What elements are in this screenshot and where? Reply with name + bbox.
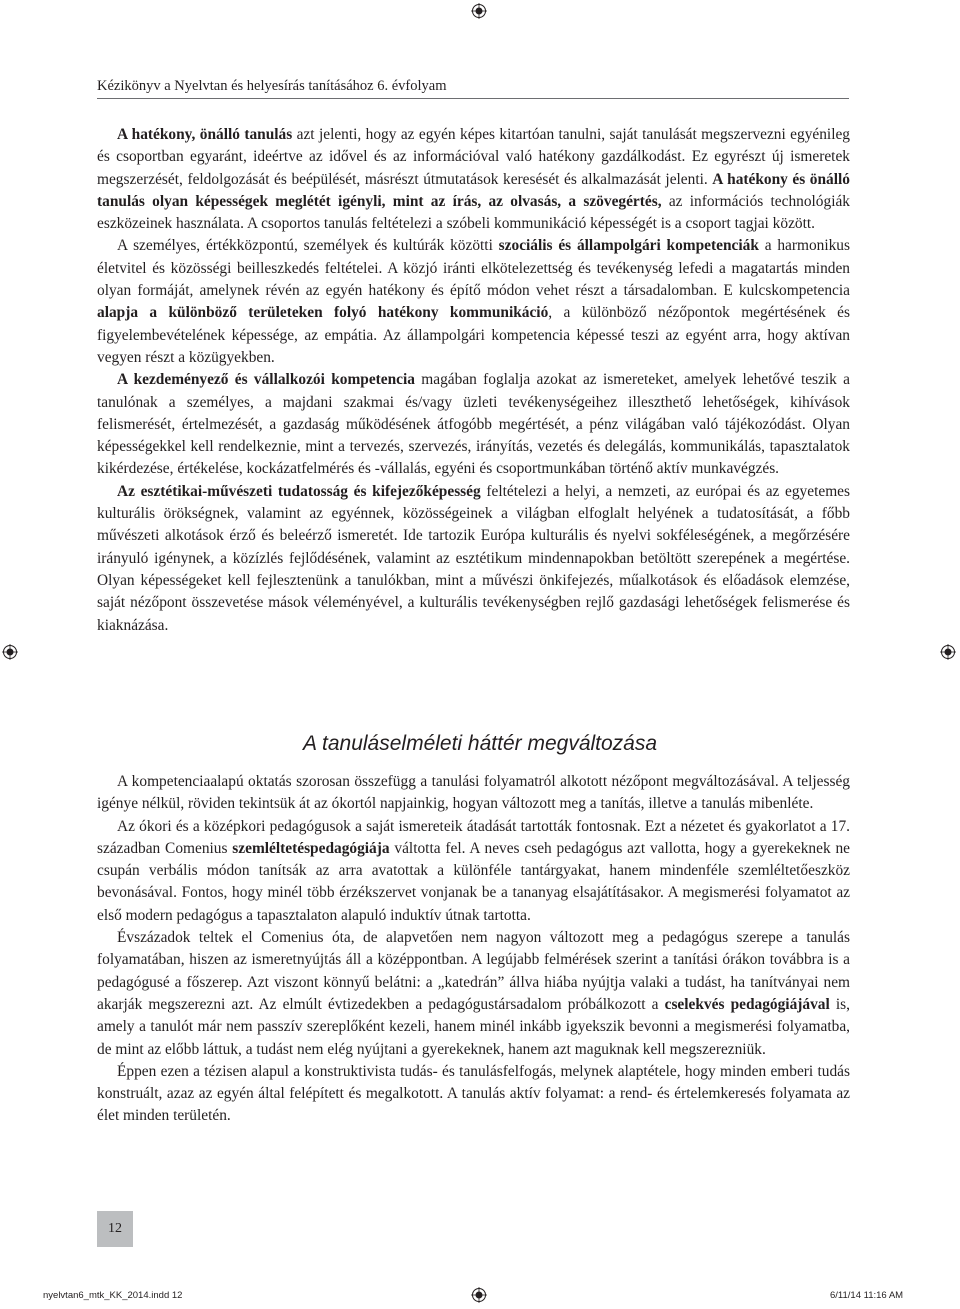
text-run: váltotta fel. A neves cseh pedagógus azt vallotta, hogy a gyerekeknek ne csupán verbális módon tanítsák az arra avatottak a különféle tantárgyakat, hanem mindenféle szemléltetőeszköz bevonásával. Fontos, hogy minél több érzékszervet vonjanak be a tananyag elsajátításakor. A megismerési folyamatot az első modern pedagógus a tapasztalaton alapuló induktív útnak tartotta. <box>97 839 850 924</box>
print-slug-file: nyelvtan6_mtk_KK_2014.indd 12 <box>43 1290 183 1301</box>
text-run: magában foglalja azokat az ismereteket, amelyek lehetővé teszik a tanulónak a személyes, a majdani szakmai és/vagy üzleti tevékenységeihez illeszthető lehetőségek, kihívások felismerését, értelmezését, a gazdaság működésének átfogóbb megértését, a pénz világában való tájékozódást. Olyan képességekkel kell rendelkeznie, mint a tervezés, szervezés, irányítás, vezetés és delegálás, kommunikálás, tapasztalatok kikérdezése, értékelése, kockázatfelmérés és -vállalás, egyéni és csoportmunkában történő aktív munkavégzés. <box>97 371 850 478</box>
text-run: azt jelenti, hogy az egyén képes kitartóan tanulni, saját tanulását megszervezni egyénileg és csoportban egyaránt, ideértve az idővel és az információval való hatékony gazdálkodást. Ez egyrészt új ismeretek megszerzését, feldolgozását és beépülését, másrészt útmutatások keresését és alkalmazását jelenti. <box>97 126 850 188</box>
text-run: Az ókori és a középkori pedagógusok a saját ismereteik átadását tartották fontosnak. Ezt a nézetet és gyakorlatot a 17. században Comenius <box>97 817 850 857</box>
text-run: , a különböző nézőpontok megértésének és figyelembevételének képessége, az empátia. Az állampolgári kompetencia képessé teszi az egyént arra, hogy aktívan vegyen részt a közügyekben. <box>97 304 850 366</box>
paragraph <box>97 481 850 637</box>
bold-phrase: Az esztétikai-művészeti tudatosság és kifejezőképesség <box>117 482 481 500</box>
body-text-section-1 <box>97 124 850 637</box>
text-run: Évszázadok teltek el Comenius óta, de alapvetően nem nagyon változott meg a pedagógus szerepe a tanulás folyamatában, hiszen az ismeretnyújtás áll a középpontban. A legújabb felmérések szerint a tanítási órákon továbbra is a pedagógusé a főszerep. Azt viszont könnyű belátni: a „katedrán” állva hiába nyújtja valaki a tudást, ha tanítványai nem akarják megszerezni azt. Az elmúlt évtizedekben a pedagógustársadalom próbálkozott a <box>97 929 850 1013</box>
text-run: is, amely a tanulót már nem passzív szereplőként kezeli, hanem minél inkább igyekszik bevonni a megismerési folyamatba, de mint az előbb láttuk, a tudást nem elég nyújtani a gyerekeknek, hanem azt maguknak kell megszerezniük. <box>97 995 851 1058</box>
bold-phrase: szociális és állampolgári kompetenciák <box>498 237 759 255</box>
paragraph <box>97 1061 850 1128</box>
registration-mark-icon <box>940 644 956 660</box>
paragraph <box>97 124 850 235</box>
section-title: A tanuláselméleti háttér megváltozása <box>302 732 658 755</box>
body-text-section-2 <box>97 771 850 1128</box>
paragraph <box>97 235 850 369</box>
bold-phrase: szemléltetéspedagógiája <box>232 839 390 857</box>
bold-phrase: A hatékony, önálló tanulás <box>117 126 293 143</box>
text-run: Éppen ezen a tézisen alapul a konstruktivista tudás- és tanulásfelfogás, melynek alaptétele, hogy minden emberi tudás konstruált, azaz az egyén által felépített és megalkotott. A tanulás aktív folyamat: a rend- és értelemkeresés folyamata az élet minden területén. <box>97 1062 850 1125</box>
header-rule <box>97 98 849 99</box>
registration-mark-icon <box>471 3 487 19</box>
text-run: feltételezi a helyi, a nemzeti, az európai és az egyetemes kulturális örökségnek, valamint az egyénnek, közösségeinek a világban elfoglalt helyének a tudatosítását, a főbb művészeti alkotások érző és beleérző ismeretét. Ide tartozik Európa kulturális és nyelvi sokféleségének, a megőrzésére irányuló igénynek, a közízlés fejlődésének, valamint az esztétikum mindennapokban betöltött szerepének a megértése. Olyan képességeket kell fejlesztenünk a tanulókban, mint a művészi önkifejezés, műalkotások és előadások elemzése, saját nézőpont összevetése mások véleményével, a kulturális tevékenységben rejlő gazdasági lehetőségek felismerése és kiaknázása. <box>97 482 850 634</box>
paragraph <box>97 771 850 816</box>
bold-phrase: alapja a különböző területeken folyó hatékony kommunikáció <box>97 304 549 322</box>
registration-mark-icon <box>471 1287 487 1303</box>
running-head: Kézikönyv a Nyelvtan és helyesírás tanításához 6. évfolyam <box>97 78 447 94</box>
text-run: A személyes, értékközpontú, személyek és kultúrák közötti <box>117 237 499 255</box>
paragraph <box>97 816 850 927</box>
page-number: 12 <box>97 1211 133 1247</box>
text-run: az információs technológiák eszközeinek használata. A csoportos tanulás feltételezi a szóbeli kommunikáció képességét is a csoport tagjai között. <box>97 192 850 233</box>
registration-mark-icon <box>2 644 18 660</box>
bold-phrase: A hatékony és önálló tanulás olyan képességek meglétét igényli, mint az írás, az olvasás, a szövegértés, <box>97 170 850 210</box>
bold-phrase: A kezdeményező és vállalkozói kompetencia <box>117 371 415 389</box>
paragraph <box>97 369 850 480</box>
text-run: A kompetenciaalapú oktatás szorosan összefügg a tanulási folyamatról alkotott nézőpont megváltozásával. A teljesség igénye nélkül, röviden tekintsük át az ókortól napjainkig, hogyan változott meg a tanítás, illetve a tanulás mibenléte. <box>97 773 850 813</box>
print-slug-date: 6/11/14 11:16 AM <box>830 1290 904 1301</box>
text-run: a harmonikus életvitel és közösségi beilleszkedés feltételei. A közjó iránti elkötelezettség és tevékenység lefedi a magatartás minden olyan formáját, amelynek révén az egyén hatékony és építő módon vehet részt a társadalomban. E kulcskompetencia <box>97 237 850 300</box>
paragraph <box>97 927 850 1061</box>
bold-phrase: cselekvés pedagógiájával <box>664 995 830 1013</box>
